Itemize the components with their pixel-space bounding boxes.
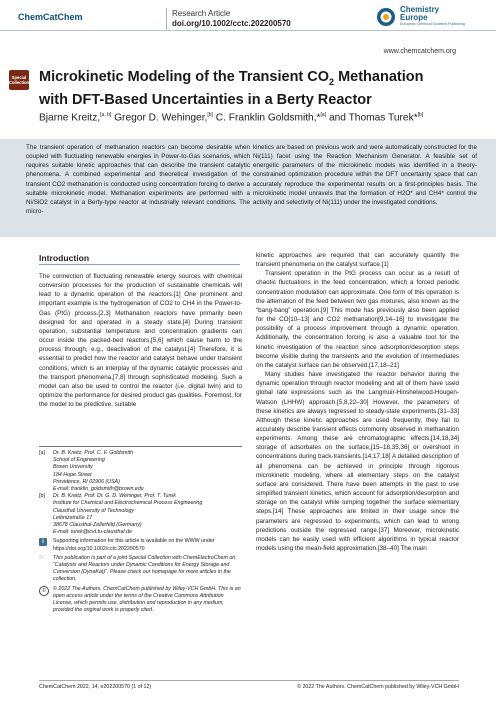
paragraph: Transient operation in the PtG process can occur as a result of chaotic fluctuations in the feed concentration, which a forced periodic concentration modulation can approximate. One form of this operation is the alternation of the feed between two gas mixtures, also known as the “bang-bang” operation.[9] This mode has previously also been applied for the CO[10–13] and CO2 methanation[9,14–16] to investigate the possibility of a process improvement through a dynamic operation. Additionally, the concentration forcing is also a valuable tool for the kinetic investigation of the reaction since adsorption/desorption steps become visible during the transients and the evolution of intermediates on the catalyst surface can be observed.[17,18–21] <box>256 270 459 369</box>
header-rule <box>0 30 496 31</box>
section-rule <box>39 264 240 265</box>
footer-rule <box>39 680 459 681</box>
author-email[interactable]: E-mail: franklin_goldsmith@brown.edu <box>53 486 144 493</box>
doi-link[interactable]: doi.org/10.1002/cctc.202200570 <box>172 19 291 28</box>
author-name: and Thomas Turek* <box>328 112 418 124</box>
author-name: Gregor D. Wehinger, <box>114 112 208 124</box>
article-type: Research Article <box>172 9 231 18</box>
paragraph: kinetic approaches are required that can accurately quantify the transient phenomena on the catalyst surface.[1] <box>256 252 459 269</box>
author-name: Bjarne Kreitz, <box>39 112 101 124</box>
chemistry-europe-logo-icon <box>376 7 396 27</box>
paragraph: Many studies have investigated the reactor behavior during the dynamic operation through reactor modeling and all of them have used global rate expressions such as the Langmuir-Hinshelwood-Hougen-Watson (LHHW) approach.[5,8,22–30] However, the parameters of these kinetics are always regressed to steady-state experiments.[31–33] Although these kinetic approaches are used frequently, they fail to accurately describe transient effects commonly observed in methanation experiments. Among these are chromatographic effects,[14,18,34] storage of adsorbates on the surface,[15–18,35,36] or overshoot in concentrations during back-transients.[14,17,18] A detailed description of all phenomena can be achieved in principle through rigorous microkinetic modeling, where all elementary steps on the catalyst surface are considered. There have been attempts in the past to use simplified transient kinetics, which account for adsorption/desorption and storage on the catalyst while lumping together the surface elementary steps.[14] These approaches are limited in their usage since the parameters are regressed to experiments, which can lead to wrong predictions outside the regressed range.[37] Moreover, microkinetic models can be easily used with efficient algorithms in typical reactor models using the mean-field approximation.[38–40] The main <box>256 371 459 552</box>
body-column-right <box>256 251 459 553</box>
logo-name: Chemistry Europe <box>400 5 440 22</box>
footer-copyright: © 2022 The Authors. ChemCatChem published by Wiley-VCH GmbH <box>297 684 459 690</box>
affiliations <box>39 450 242 614</box>
affiliation-a: [a] Dr. B. Kreitz, Prof. C. F. Goldsmith School of Engineering Brown University 184 Hope Street Providence, RI 02906 (USA) E-mail: franklin_goldsmith@brown.edu <box>39 450 144 493</box>
abstract-text-right: kinetics are based on previous work and were automatically constructed for the Ni(111) facet using the Reaction Mechanism Generator. A feasible set of energetic parameters of the microkinetic models was identified in a theory-constrained optimization procedure within the DFT uncertainty space that can accurately reproduce the experimental results on a first-principles basis. The microkinetic model unravels that the formation of H2O* and CH4* control the activity and selectivity of Ni(111) under the investigated conditions. <box>253 144 477 206</box>
author-name: C. Franklin Goldsmith,* <box>215 112 321 124</box>
info-icon: i <box>39 538 47 546</box>
author-email[interactable]: E-mail: turek@icvt.tu-clausthal.de <box>53 529 132 536</box>
footnote-rule <box>39 446 242 447</box>
open-access-icon: © <box>39 586 49 596</box>
supporting-info-note[interactable]: i Supporting information for this article is available on the WWW under https://doi.org/10.1002/cctc.202200570 <box>39 538 242 552</box>
footer-citation: ChemCatChem 2022, 14, e202200570 (1 of 12) <box>39 684 152 690</box>
section-heading: Introduction <box>39 253 90 263</box>
journal-website[interactable]: www.chemcatchem.org <box>383 48 456 55</box>
license-note: © © 2022 The Authors. ChemCatChem published by Wiley-VCH GmbH. This is an open access article under the terms of the Creative Commons Attribution License, which permits use, distribution and reproduction in any medium, provided the original work is properly cited. <box>39 586 242 615</box>
pointer-icon: ☞ <box>39 554 45 561</box>
journal-name[interactable]: ChemCatChem <box>18 12 83 22</box>
body-column-left <box>39 272 242 409</box>
article-title: Microkinetic Modeling of the Transient $CO_2$ Methanation with DFT-Based Uncertainties in a Berty Reactor <box>39 69 424 108</box>
abstract-text-left: The transient operation of methanation reactors can become desirable when coupled with fluctuating renewable energies in Power-to-Gas scenarios, which requires suitable kinetic approaches that can describe the transient catalytic phenomena. A combined experimental and theoretical investigation of the transient CO2 methanation is conducted using concentration forcing to derive a suitable microkinetic model. Methanation experiments are performed with a Ni/SiO2 catalyst in a Berty-type reactor at industrially relevant conditions. The micro- <box>26 144 250 216</box>
collection-note: ☞ This publication is part of a joint Special Collection with ChemElectroChem on “Catalysts and Reactors under Dynamic Conditions for Energy Storage and Conversion (DynaKat)”. Please check our homepage for more articles in the collection. <box>39 554 236 583</box>
author-list: Bjarne Kreitz,[a, b] Gregor D. Wehinger,[b] C. Franklin Goldsmith,*[a] and Thomas Turek*[b] <box>39 112 424 124</box>
paragraph: The connection of fluctuating renewable energy sources with chemical conversion processes for the production of sustainable chemicals will lead to a dynamic operation of the reactors.[1] One prominent and important example is the hydrogenation of CO2 to CH4 in the Power-to-Gas (PtG) process.[2,3] Methanation reactors have primarily been designed for and operated in a steady state.[4] During transient operation, substantial temperature and concentration gradients can occur inside the packed-bed reactors,[5,6] which cause harm to the process through, e.g., deactivation of the catalyst.[4] Therefore, it is essential to predict how the reactor and catalyst behave under transient conditions, which is an interplay of the dynamic catalytic processes and the transport phenomena,[7,8] through sophisticated modeling. Such a model can also be used to control the reactor (i.e. digital twin) and to optimize the performance for desired product gas qualities. Foremost, for the model to be predictive, suitable <box>39 273 242 409</box>
special-collection-badge[interactable]: Special Collection <box>9 70 29 90</box>
header-divider <box>166 8 167 30</box>
affiliation-b: [b] Dr. B. Kreitz, Prof. Dr. G. D. Wehinger, Prof. T. Turek Institute for Chemical and Electrochemical Process Engineering Clausthal University of Technology Leibnizstraße 17 38678 Clausthal-Zellerfeld (Germany) E-mail: turek@icvt.tu-clausthal.de <box>39 493 203 536</box>
logo-subtitle: European Chemical Societies Publishing <box>400 22 465 26</box>
